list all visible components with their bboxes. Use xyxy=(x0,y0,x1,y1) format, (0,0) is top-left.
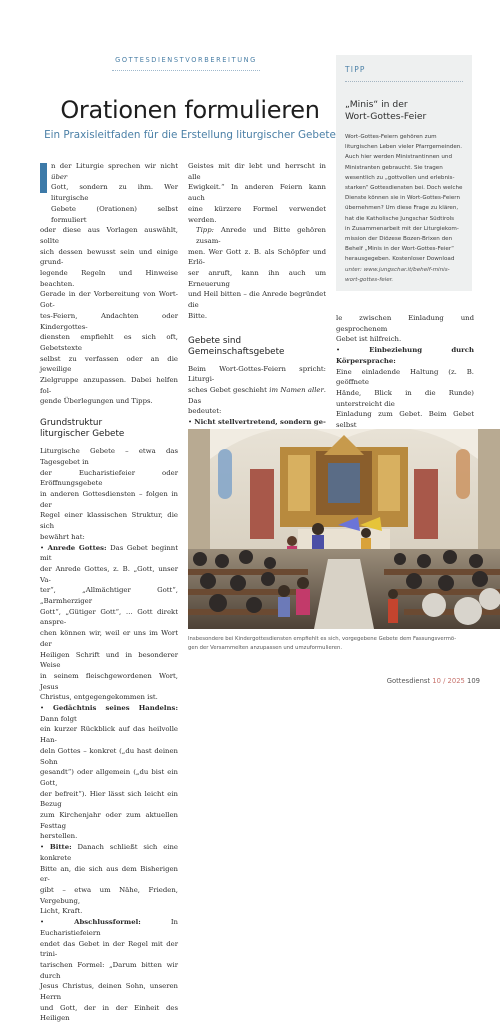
paragraph: le zwischen Einladung und gesprochenem Gebet ist hilfreich. xyxy=(336,314,474,344)
tip-rule xyxy=(345,81,463,82)
page-footer xyxy=(360,677,480,685)
tip-label: TIPP xyxy=(345,65,366,74)
tip-body: Wort-Gottes-Feiern gehören zum liturgischen Leben vieler Pfarrgemeinden. Auch hier werden Ministrantinnen und Ministranten gebraucht. Sie tragen wesentlich zu „gottvollen und erlebnis- starken“ Gottesdiensten bei. Doch welche Dienste können sie in Wort-Gottes-Feiern übernehmen? Um diese Frage zu klären, hat die Katholische Jungschar Südtirols in Zusammenarbeit mit der Liturgiekom- mission der Diözese Bozen-Brixen den Behelf „Minis in der Wort-Gottes-Feier“ herausgegeben. Kostenloser Download unter: www.jungschar.it/behelf-minis- wort-gottes-feier. xyxy=(345,132,466,285)
download-link-cont[interactable]: wort-gottes-feier. xyxy=(345,276,394,283)
bullet-item: • Bitte: Danach schließt sich eine konkrete Bitte an, die sich aus dem Bisherigen er- gibt – etwa um Nähe, Frieden, Vergebung, Licht, Kraft. xyxy=(40,843,178,916)
intro-line: n der Liturgie sprechen wir nicht über xyxy=(51,162,178,181)
paragraph: Geistes mit dir lebt und herrscht in alle Ewigkeit.“ In anderen Feiern kann auch eine kürzere Formel verwendet werden. xyxy=(188,162,326,224)
tip-paragraph: Tipp: Anrede und Bitte gehören zusam- men. Wer Gott z. B. als Schöpfer und Erlö- ser anruft, kann ihn auch um Erneuerung und Heil bitten – die Anrede begründet die Bitte. xyxy=(188,226,326,320)
bullet-item: • Einbeziehung durch Körpersprache: Eine einladende Haltung (z. B. geöffnete Hände, Blick in die Runde) unterstreicht die Einladung zum Gebet. Beim Gebet selbst xyxy=(336,345,474,484)
bullet-item: • Anrede Gottes: Das Gebet beginnt mit der Anrede Gottes, z. B. „Gott, unser Va- ter“, „Allmächtiger Gott“, „Barmherziger Gott“, „Gütiger Gott“, … Gott direkt anspre- chen können wir, weil er uns im Wort der Heiligen Schrift und in besonderer Weise in seinem fleischgewordenen Wort, Jesus Christus, entgegengekommen ist. xyxy=(40,543,178,702)
church-photo xyxy=(188,429,500,629)
magazine-name: Gottesdienst xyxy=(386,677,431,685)
issue-number: 10 / 2025 xyxy=(432,677,465,685)
paragraph: Liturgische Gebete – etwa das Tagesgebet in der Eucharistiefeier oder Eröffnungsgebete in anderen Gottesdiensten – folgen in der Regel einer klassischen Struktur, die sich bewährt hat: xyxy=(40,447,178,541)
intro-line: tes-Feiern, Andachten oder Kindergottes- xyxy=(40,311,178,331)
page-number: 109 xyxy=(467,677,480,685)
intro-paragraph xyxy=(40,161,178,407)
kicker-rule xyxy=(112,70,260,71)
intro-line: Zielgruppe anzupassen. Dabei helfen fol- xyxy=(40,376,178,395)
photo-caption: Insbesondere bei Kindergottesdiensten empfiehlt es sich, vorgegebene Gebete dem Fassungsvermö- gen der Versammelten anzupassen und umzuformulieren. xyxy=(188,636,457,651)
intro-line: sich dessen bewusst sein und einige grund- xyxy=(40,247,178,267)
bullet-item: • Abschlussformel: In Eucharistiefeiern endet das Gebet in der Regel mit der trini- tarischen Formel: „Darum bitten wir durch Jesus Christus, deinen Sohn, unseren Herrn und Gott, der in der Einheit des Heiligen xyxy=(40,918,178,1023)
intro-line: Gebete (Orationen) selbst formuliert xyxy=(51,204,178,224)
bullet-item: • Nicht stellvertretend, sondern ge- xyxy=(188,418,326,427)
section-heading: Gebete sind Gemeinschaftsgebete xyxy=(188,335,285,357)
intro-line: legende Regeln und Hinweise beachten. xyxy=(40,269,178,288)
intro-line: gende Überlegungen und Tipps. xyxy=(40,397,153,406)
tip-title: „Minis“ in der Wort-Gottes-Feier xyxy=(345,99,427,122)
church-photo-illustration xyxy=(188,429,500,629)
page-title: Orationen formulieren xyxy=(60,96,320,124)
column-1 xyxy=(40,161,178,1024)
intro-line: oder diese aus Vorlagen auswählt, sollte xyxy=(40,226,178,245)
drop-cap-bar xyxy=(40,163,47,193)
bullet-item: • Gedächtnis seines Handelns: Dann folgt ein kurzer Rückblick auf das heilvolle Han- deln Gottes – konkret („du hast deinen Sohn gesandt“) oder allgemein („du bist ein Gott, der befreit“). Hier lässt sich leicht ein Bezug zum Kirchenjahr oder zum aktuellen Festtag herstellen. xyxy=(40,704,178,841)
intro-line: diensten empfiehlt es sich oft, Gebetstexte xyxy=(40,333,178,352)
section-kicker: GOTTESDIENSTVORBEREITUNG xyxy=(115,56,257,64)
intro-line: Gerade in der Vorbereitung von Wort-Got- xyxy=(40,290,178,310)
paragraph: Beim Wort-Gottes-Feiern spricht: Liturgi- sches Gebet geschieht im Namen aller. Das bedeutet: xyxy=(188,364,326,416)
intro-line: selbst zu verfassen oder an die jeweilige xyxy=(40,354,178,374)
section-heading: Grundstruktur liturgischer Gebete xyxy=(40,418,125,440)
download-link[interactable]: unter: www.jungschar.it/behelf-minis- xyxy=(345,266,450,273)
page-subtitle: Ein Praxisleitfaden für die Erstellung liturgischer Gebete xyxy=(44,129,336,141)
intro-line: Gott, sondern zu ihm. Wer liturgische xyxy=(51,183,178,203)
